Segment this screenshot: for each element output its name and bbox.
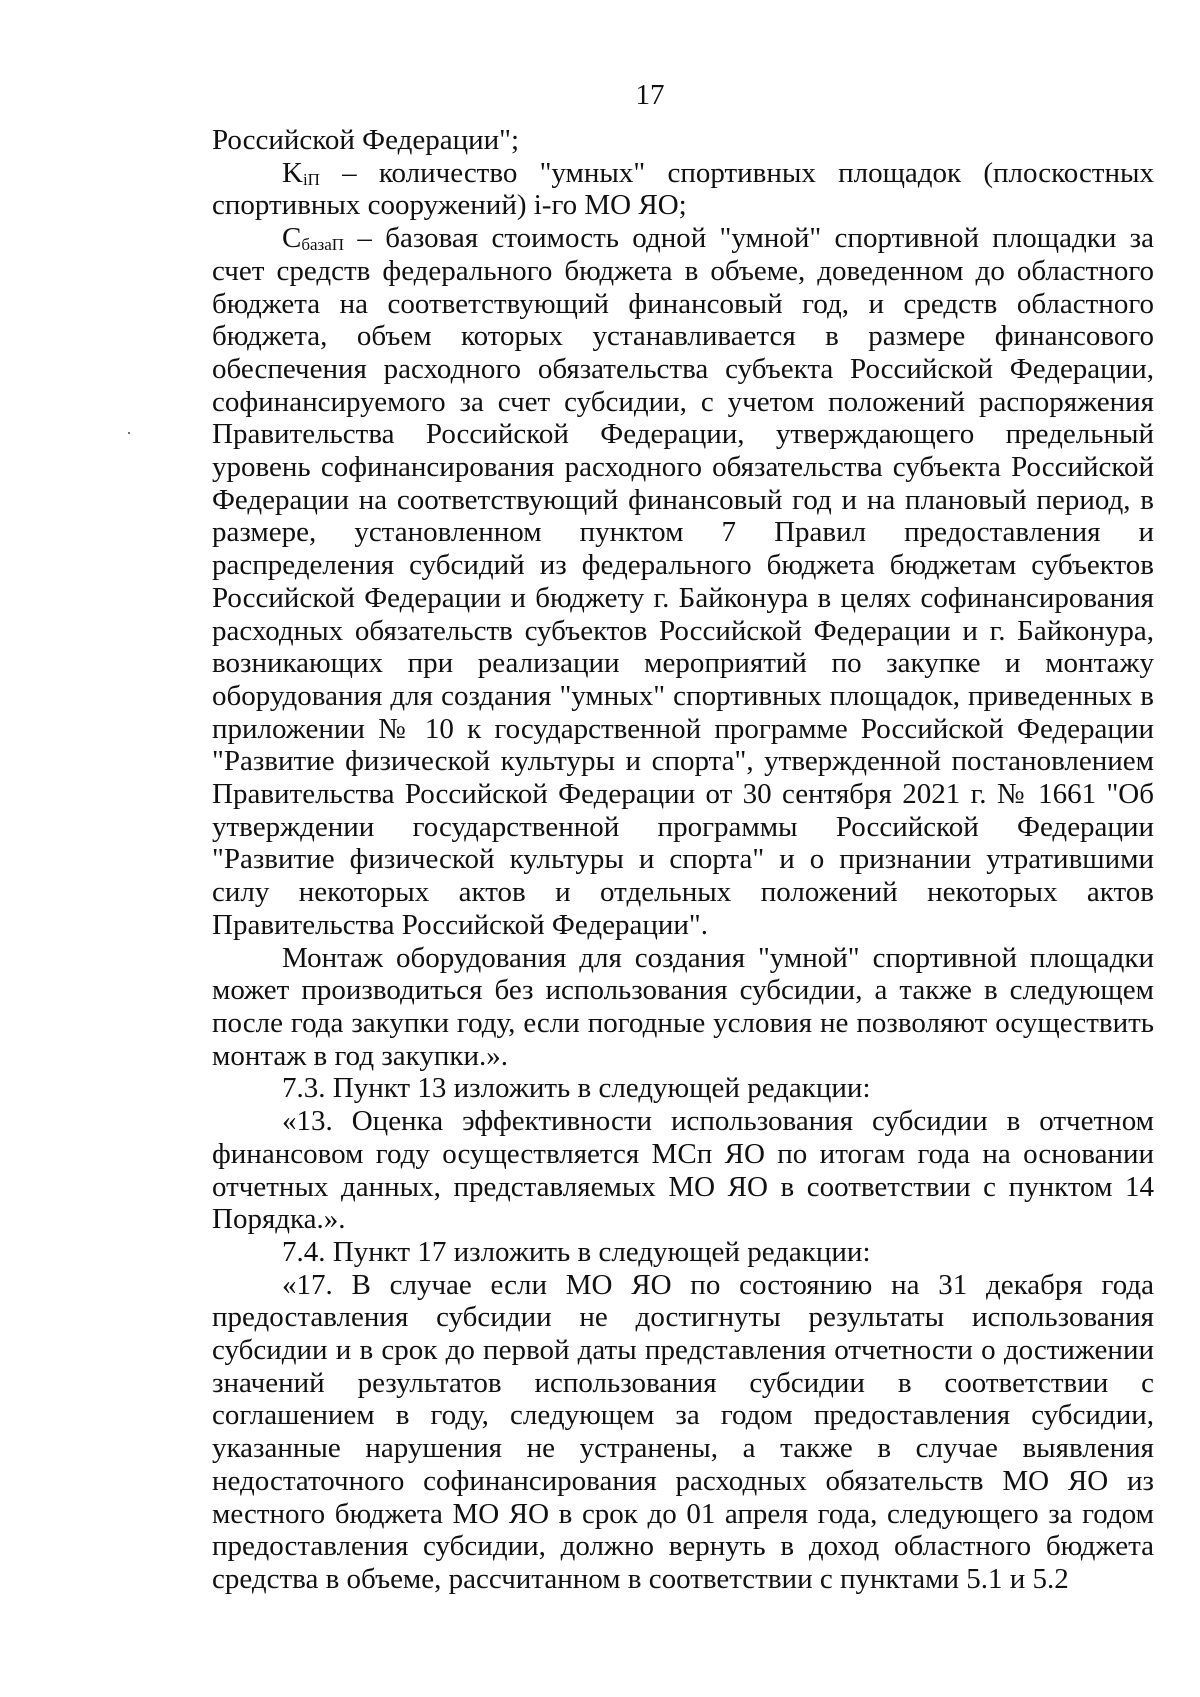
paragraph-text: – количество "умных" спортивных площадок (плоскостных спортивных сооружений) i-го МО ЯО;: [212, 156, 1154, 222]
paragraph-item-7-3: 7.3. Пункт 13 изложить в следующей редакции:: [282, 1072, 871, 1105]
document-body: [212, 124, 1154, 1596]
paragraph-clause-17: «17. В случае если МО ЯО по состоянию на 31 декабря года предоставления субсидии не достигнуты результаты использования субсидии и в срок до первой даты представления отчетности о достижении значений результатов использования субсидии в соответствии с соглашением в году, следующем за годом предоставления субсидии, указанные нарушения не устранены, а также в случае выявления недостаточного софинансирования расходных обязательств МО ЯО из местного бюджета МО ЯО в срок до 01 апреля года, следующего за годом предоставления субсидии, должно вернуть в доход областного бюджета средства в объеме, рассчитанном в соответствии с пунктами 5.1 и 5.2: [212, 1268, 1154, 1595]
paragraph-k-definition: [212, 157, 1154, 222]
formula-subscript-c: базаП: [301, 235, 345, 255]
formula-symbol-k: K: [282, 156, 303, 189]
formula-symbol-c: С: [282, 222, 302, 255]
paragraph-item-7-4: 7.4. Пункт 17 изложить в следующей редакции:: [282, 1235, 871, 1268]
paragraph-clause-13: «13. Оценка эффективности использования субсидии в отчетном финансовом году осуществляется МСп ЯО по итогам года на основании отчетных данных, представляемых МО ЯО в соответствии с пунктом 14 Порядка.».: [212, 1105, 1154, 1236]
paragraph-text: – базовая стоимость одной "умной" спортивной площадки за счет средств федерального бюджета в объеме, доведенном до областного бюджета на соответствующий финансовый год, и средств областного бюджета, объем которых устанавливается в размере финансового обеспечения расходного обязательства субъекта Российской Федерации, софинансируемого за счет субсидии, с учетом положений распоряжения Правительства Российской Федерации, утверждающего предельный уровень софинансирования расходного обязательства субъекта Российской Федерации на соответствующий финансовый год и на плановый период, в размере, установленном пунктом 7 Правил предоставления и распределения субсидий из федерального бюджета бюджетам субъектов Российской Федерации и бюджету г. Байконура в целях софинансирования расходных обязательств субъектов Российской Федерации и г. Байконура, возникающих при реализации мероприятий по закупке и монтажу оборудования для создания "умных" спортивных площадок, приведенных в приложении № 10 к государственной программе Российской Федерации "Развитие физической культуры и спорта", утвержденной постановлением Правительства Российской Федерации от 30 сентября 2021 г. № 1661 "Об утверждении государственной программы Российской Федерации "Развитие физической культуры и спорта" и о признании утратившими силу некоторых актов и отдельных положений некоторых актов Правительства Российской Федерации".: [212, 222, 1154, 941]
formula-subscript-k: iП: [302, 169, 320, 189]
paragraph-installation: Монтаж оборудования для создания "умной" спортивной площадки может производиться без использования субсидии, а также в следующем после года закупки году, если погодные условия не позволяют осуществить монтаж в год закупки.».: [212, 941, 1154, 1072]
paragraph-continuation: Российской Федерации";: [212, 124, 520, 156]
page-number: 17: [635, 79, 665, 111]
paragraph-c-definition: [212, 222, 1154, 941]
scan-speck: [128, 432, 130, 434]
